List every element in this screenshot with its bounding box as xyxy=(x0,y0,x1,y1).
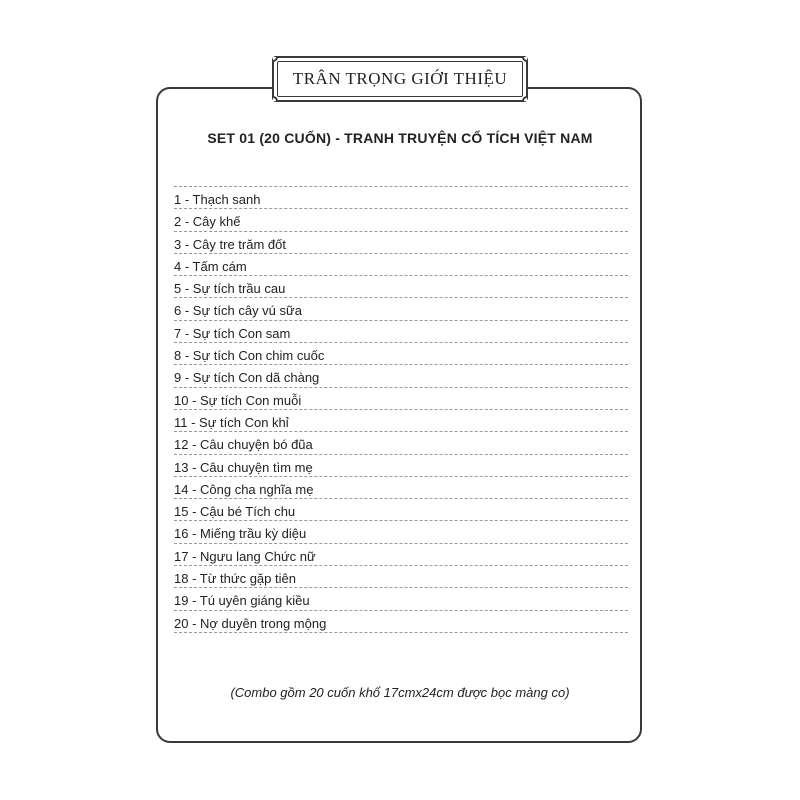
intro-badge xyxy=(272,56,528,102)
badge-text: TRÂN TRỌNG GIỚI THIỆU xyxy=(292,69,508,88)
list-item: 7 - Sự tích Con sam xyxy=(174,321,628,343)
list-item: 19 - Tú uyên giáng kiều xyxy=(174,588,628,610)
list-item: 2 - Cây khế xyxy=(174,209,628,231)
list-item: 17 - Ngưu lang Chức nữ xyxy=(174,544,628,566)
list-item: 9 - Sự tích Con dã chàng xyxy=(174,365,628,387)
list-item: 1 - Thạch sanh xyxy=(174,187,628,209)
set-title: SET 01 (20 CUỐN) - TRANH TRUYỆN CỔ TÍCH VIỆT NAM xyxy=(207,130,593,146)
list-item: 6 - Sự tích cây vú sữa xyxy=(174,298,628,320)
list-item: 15 - Cậu bé Tích chu xyxy=(174,499,628,521)
badge-corner xyxy=(522,52,532,62)
list-item: 4 - Tấm cám xyxy=(174,254,628,276)
list-item: 20 - Nợ duyên trong mộng xyxy=(174,611,628,633)
list-item: 16 - Miếng trầu kỳ diệu xyxy=(174,521,628,543)
list-item: 12 - Câu chuyện bó đũa xyxy=(174,432,628,454)
list-item: 13 - Câu chuyện tìm mẹ xyxy=(174,455,628,477)
list-item: 14 - Công cha nghĩa mẹ xyxy=(174,477,628,499)
list-item: 10 - Sự tích Con muỗi xyxy=(174,388,628,410)
list-item: 8 - Sự tích Con chim cuốc xyxy=(174,343,628,365)
list-item: 3 - Cây tre trăm đốt xyxy=(174,232,628,254)
badge-corner xyxy=(268,52,278,62)
list-item: 5 - Sự tích trầu cau xyxy=(174,276,628,298)
combo-note: (Combo gồm 20 cuốn khổ 17cmx24cm được bọc màng co) xyxy=(230,685,570,700)
story-list xyxy=(174,186,628,633)
list-item: 11 - Sự tích Con khỉ xyxy=(174,410,628,432)
list-item: 18 - Từ thức gặp tiên xyxy=(174,566,628,588)
